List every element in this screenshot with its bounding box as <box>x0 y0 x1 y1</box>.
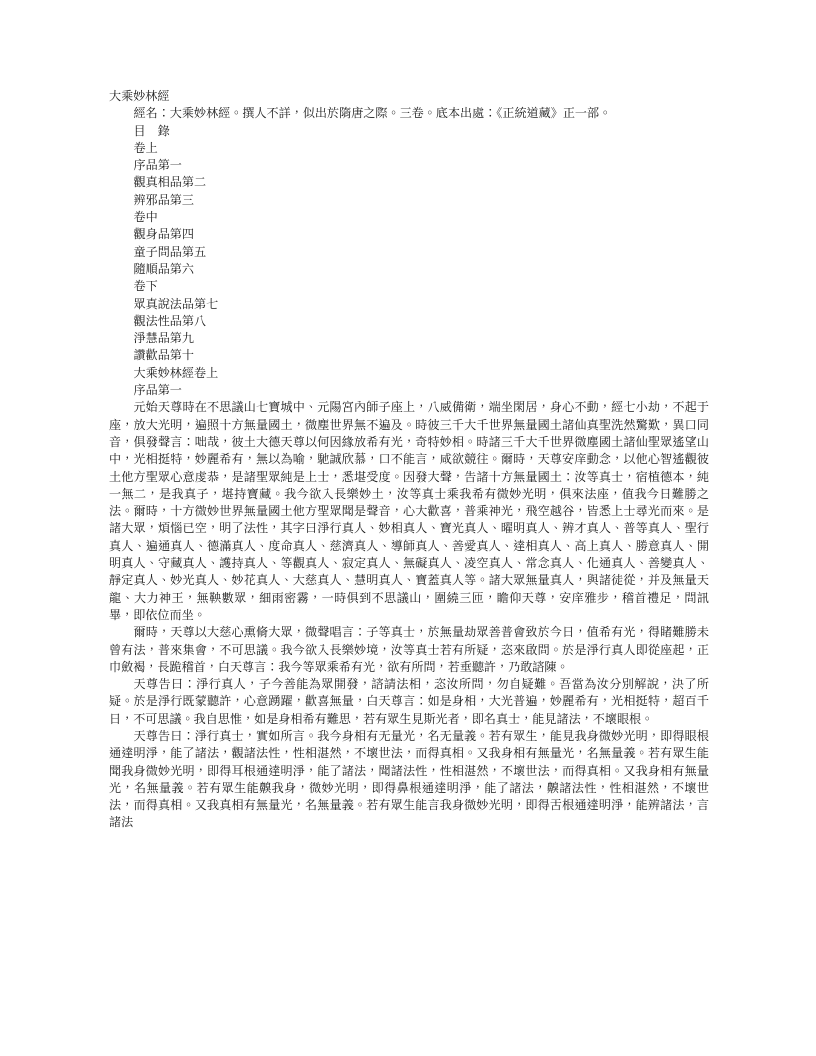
chapter-heading: 序品第一 <box>133 383 182 398</box>
toc-heading: 目 錄 <box>133 123 170 138</box>
toc-item[interactable]: 眾真說法品第七 <box>133 296 219 311</box>
toc-item[interactable]: 卷上 <box>133 140 158 155</box>
toc-item[interactable]: 淨慧品第九 <box>133 331 194 346</box>
page-title: 大乘妙林經 <box>109 89 170 103</box>
toc-item[interactable]: 讚歡品第十 <box>133 348 194 363</box>
toc-item[interactable]: 隨順品第六 <box>133 261 194 276</box>
toc-item[interactable]: 觀法性品第八 <box>133 313 207 328</box>
text-column <box>109 88 709 832</box>
toc-item[interactable]: 觀身品第四 <box>133 227 194 242</box>
body-paragraph: 元始天尊時在不思議山七寶城中、元陽宮內師子座上，八威備衛，端坐閑居，身心不動，經七小劫，不起于座，放大光明，遍照十方無量國土，微塵世界無不遍及。時彼三千大千世界無量國土諸仙真聖洗然驚歎，異口同音，俱發聲言：咄哉，彼土大德天尊以何因緣放希有光，奇特妙相。時諸三千大千世界微塵國土諸仙聖眾遙望山中，光相挺特，妙麗希有，無以為喻，馳誠欣慕，口不能言，咸欲競往。爾時，天尊安庠動念，以他心智遙觀彼土他方聖眾心意虔恭，是諸聖眾純是上士，悉堪受度。因發大聲，告諸十方無量國土：汝等真士，宿植德本，純一無二，是我真子，堪持寶藏。我今欲入長樂妙土，汝等真士乘我希有微妙光明，俱來法座，值我今日難勝之法。爾時，十方微妙世界無量國土他方聖眾聞是聲音，心大歡喜，普乘神光，飛空越谷，皆悉上士尋光而來。是諸大眾，煩惱已空，明了法性，其字曰淨行真人、妙相真人、寶光真人、曜明真人、辨才真人、普等真人、聖行真人、遍通真人、德滿真人、度命真人、慈濟真人、導師真人、善愛真人、達相真人、高上真人、勝意真人、開明真人、守藏真人、護持真人、等觀真人、寂定真人、無礙真人、凌空真人、常念真人、化通真人、善變真人、靜定真人、妙光真人、妙花真人、大慈真人、慧明真人、寶蓋真人等。諸大眾無量真人，與諸徒從，并及無量天龍、大力神王，無鞅數眾，細雨密霧，一時俱到不思議山，圍繞三匝，瞻仰天尊，安庠雅步，稽首禮足，問訊畢，即依位而坐。 <box>109 400 709 622</box>
toc-item[interactable]: 卷中 <box>133 210 158 225</box>
colophon: 經名：大乘妙林經。撰人不詳，似出於隋唐之際。三卷。底本出處：《正統道藏》正一部。 <box>133 106 612 121</box>
toc-item[interactable]: 童子問品第五 <box>133 244 207 259</box>
toc-item[interactable]: 辨邪品第三 <box>133 192 194 207</box>
body-paragraph: 爾時，天尊以大慈心熏脩大眾，微聲唱言：子等真士，於無量劫眾善普會致於今日，值希有光，得睹難勝未曾有法，普來集會，不可思議。我今欲入長樂妙境，汝等真士若有所疑，恣來啟問。於是淨行真人即從座起，正巾斂褐，長跪稽首，白天尊言：我今等眾乘希有光，欲有所問，若垂聽許，乃敢諮陳。 <box>109 625 709 674</box>
toc-item[interactable]: 卷下 <box>133 279 158 294</box>
table-of-contents <box>109 140 709 365</box>
scroll-heading: 大乘妙林經卷上 <box>133 365 219 380</box>
body-paragraph: 天尊告曰：淨行真士，實如所言。我今身相有无量光，名无量義。若有眾生，能見我身微妙光明，即得眼根通達明淨，能了諸法，觀諸法性，性相湛然，不壞世法，而得真相。又我身相有無量光，名無量義。若有眾生能聞我身微妙光明，即得耳根通達明淨，能了諸法，聞諸法性，性相湛然，不壞世法，而得真相。又我身相有無量光，名無量義。若有眾生能齅我身，微妙光明，即得鼻根通達明淨，能了諸法，齅諸法性，性相湛然，不壞世法，而得真相。又我真相有無量光，名無量義。若有眾生能言我身微妙光明，即得舌根通達明淨，能辨諸法，言諸法 <box>109 728 709 830</box>
body-paragraph: 天尊告曰：淨行真人，子今善能為眾開發，諮請法相，恣汝所問，勿自疑難。吾當為汝分別解說，決了所疑。於是淨行既蒙聽許，心意踴躍，歡喜無量，白天尊言：如是身相，大光普遍，妙麗希有，光相挺特，超百千日，不可思議。我自思惟，如是身相希有難思，若有眾生見斯光者，即名真士，能見諸法，不壞眼根。 <box>109 677 709 726</box>
toc-item[interactable]: 觀真相品第二 <box>133 175 207 190</box>
toc-item[interactable]: 序品第一 <box>133 158 182 173</box>
